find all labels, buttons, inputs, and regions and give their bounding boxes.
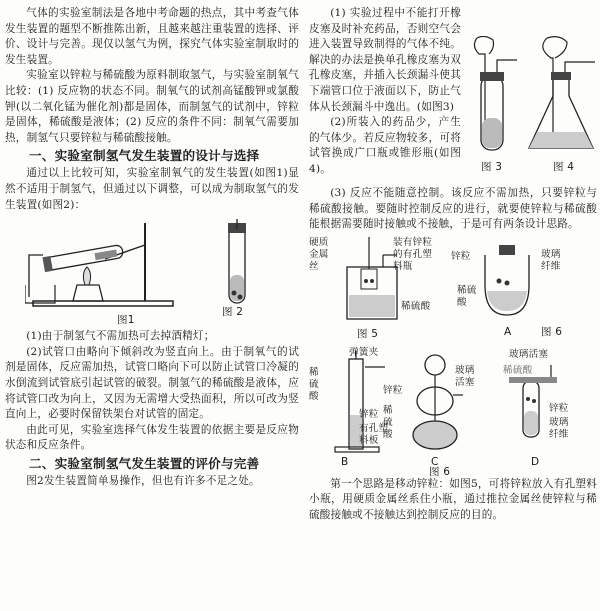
fig6a-tag: A (504, 325, 512, 338)
deficiency-2: (2)所装入的药品少，产生的气体少。若反应物较多，可将试管换成广口瓶或锥形瓶(如图4)。 (309, 116, 461, 175)
adjustment-1: (1)由于制氢气不需加热可去掉酒精灯； (26, 330, 215, 343)
fig6b-zinc-label: 锌粒 (359, 408, 379, 420)
fig5-wire-label: 硬质金属丝 (309, 236, 329, 272)
fig6-bcd-caption: 图 6 (429, 465, 451, 478)
figure-3-apparatus (467, 36, 521, 156)
figure-1-apparatus (25, 215, 205, 315)
deficiency-1: (1) 实验过程中不能打开橡皮塞及时补充药品，否则空气会进入装置导致制得的气体不纯。解决的办法是换单孔橡皮塞为双孔橡皮塞，并插入长颈漏斗使其下端管口位于液面以下，防止气体从长颈漏斗中逸出。(如图3) (309, 7, 461, 113)
left-column (5, 6, 299, 489)
section2-paragraph: 图2发生装置简单易操作，但也有许多不足之处。 (26, 474, 260, 487)
fig6c-zinc-label: 锌粒 (383, 384, 403, 396)
fig6d-valve-label: 玻璃活塞 (509, 348, 549, 360)
fig5-bottle-label: 装有锌粒的有孔塑料瓶 (393, 236, 433, 272)
fig6c-tag: C (431, 455, 439, 468)
section1-paragraph: 通过以上比较可知，实验室制氧气的发生装置(如图1)显然不适用于制氢气，但通过以下调整，可以成为制取氢气的发生装置(如图2)： (5, 167, 299, 211)
fig6a-zinc-label: 锌粒 (451, 250, 471, 262)
fig6a-fiber-label: 玻璃纤维 (541, 248, 561, 272)
figure-4-caption: 图 4 (553, 161, 575, 173)
figure-2-caption: 图 2 (222, 306, 244, 319)
adjustment-2: (2)试管口由略向下倾斜改为竖直向上。由于制氧气的试剂是固体，反应需加热，试管口略向下可以防止试管口冷凝的水倒流到试管底引起试管的破裂。制氢气的稀硫酸是液体，应将试管口改为向上，又因为无需增大受热面积，所以可改为竖直向上，必要时保留铁架台对试管的固定。 (5, 345, 299, 421)
right-column (309, 6, 597, 524)
figure-1-2-row (5, 213, 299, 329)
intro-paragraph: 气体的实验室制法是各地中考命题的热点，其中考查气体发生装置的题型不断推陈出新，且越来越注重装置的选择、评价、设计与完善。现仅以氢气为例，探究气体实验室制取时的发生装置。 (5, 7, 299, 66)
fig6a-caption: 图 6 (541, 325, 563, 338)
fig6a-acid-label: 稀硫酸 (457, 284, 477, 308)
figure-3-caption: 图 3 (481, 161, 503, 173)
fig6d-acid-label: 稀硫酸 (503, 364, 533, 376)
figure-5-caption: 图 5 (357, 327, 379, 340)
fig6b-acid-label: 稀硫酸 (309, 366, 319, 402)
fig6d-fiber-label: 玻璃纤维 (549, 416, 569, 440)
fig6d-tag: D (531, 455, 540, 468)
conclusion-paragraph: 由此可见，实验室选择气体发生装置的依据主要是反应物状态和反应条件。 (5, 423, 299, 452)
figure-6-bcd-row (309, 345, 597, 477)
fig6d-zinc-label: 锌粒 (549, 402, 569, 414)
figure-2-test-tube (217, 219, 257, 309)
fig6c-acid-label: 稀硫酸 (383, 404, 393, 440)
figure-6a-apparatus (477, 245, 537, 325)
section-heading-1: 一、实验室制氢气发生装置的设计与选择 (29, 148, 260, 164)
figure-3-4-block (467, 36, 597, 186)
figure-5-6a-row (309, 237, 597, 345)
figure-1-caption: 图1 (117, 314, 135, 327)
idea-1-paragraph: 第一个思路是移动锌粒：如图5，可将锌粒放入有孔塑料小瓶，用硬质金属丝系住小瓶，通过推拉金属丝使锌粒与稀硫酸接触或不接触达到控制反应的目的。 (309, 477, 597, 521)
fig6b-plate-label: 有孔塑料板 (359, 422, 389, 446)
fig6b-tag: B (341, 455, 349, 468)
comparison-paragraph: 实验室以锌粒与稀硫酸为原料制取氢气，与实验室制氧气比较：(1) 反应物的状态不同。制氧气的试剂高锰酸钾或氯酸钾(以二氧化锰为催化剂)都是固体，而制氢气的试剂中，锌粒是固体，稀硫酸是液体；(2) 反应的条件不同：制氧气需要加热，制氢气只要锌粒与稀硫酸接触。 (5, 69, 299, 144)
section-heading-2: 二、实验室制氢气发生装置的评价与完善 (29, 455, 260, 471)
deficiency-3: (3) 反应不能随意控制。该反应不需加热，只要锌粒与稀硫酸接触。要随时控制反应的进行，就要使锌粒与稀硫酸能根据需要随时接触或不接触，于是可有两条设计思路。 (309, 187, 597, 231)
figure-5-apparatus (317, 237, 467, 337)
fig6b-clip-label: 弹簧夹 (349, 346, 379, 358)
figure-4-apparatus (523, 36, 599, 156)
fig6c-valve-label: 玻璃活塞 (455, 364, 475, 388)
fig5-acid-label: 稀硫酸 (401, 300, 431, 312)
